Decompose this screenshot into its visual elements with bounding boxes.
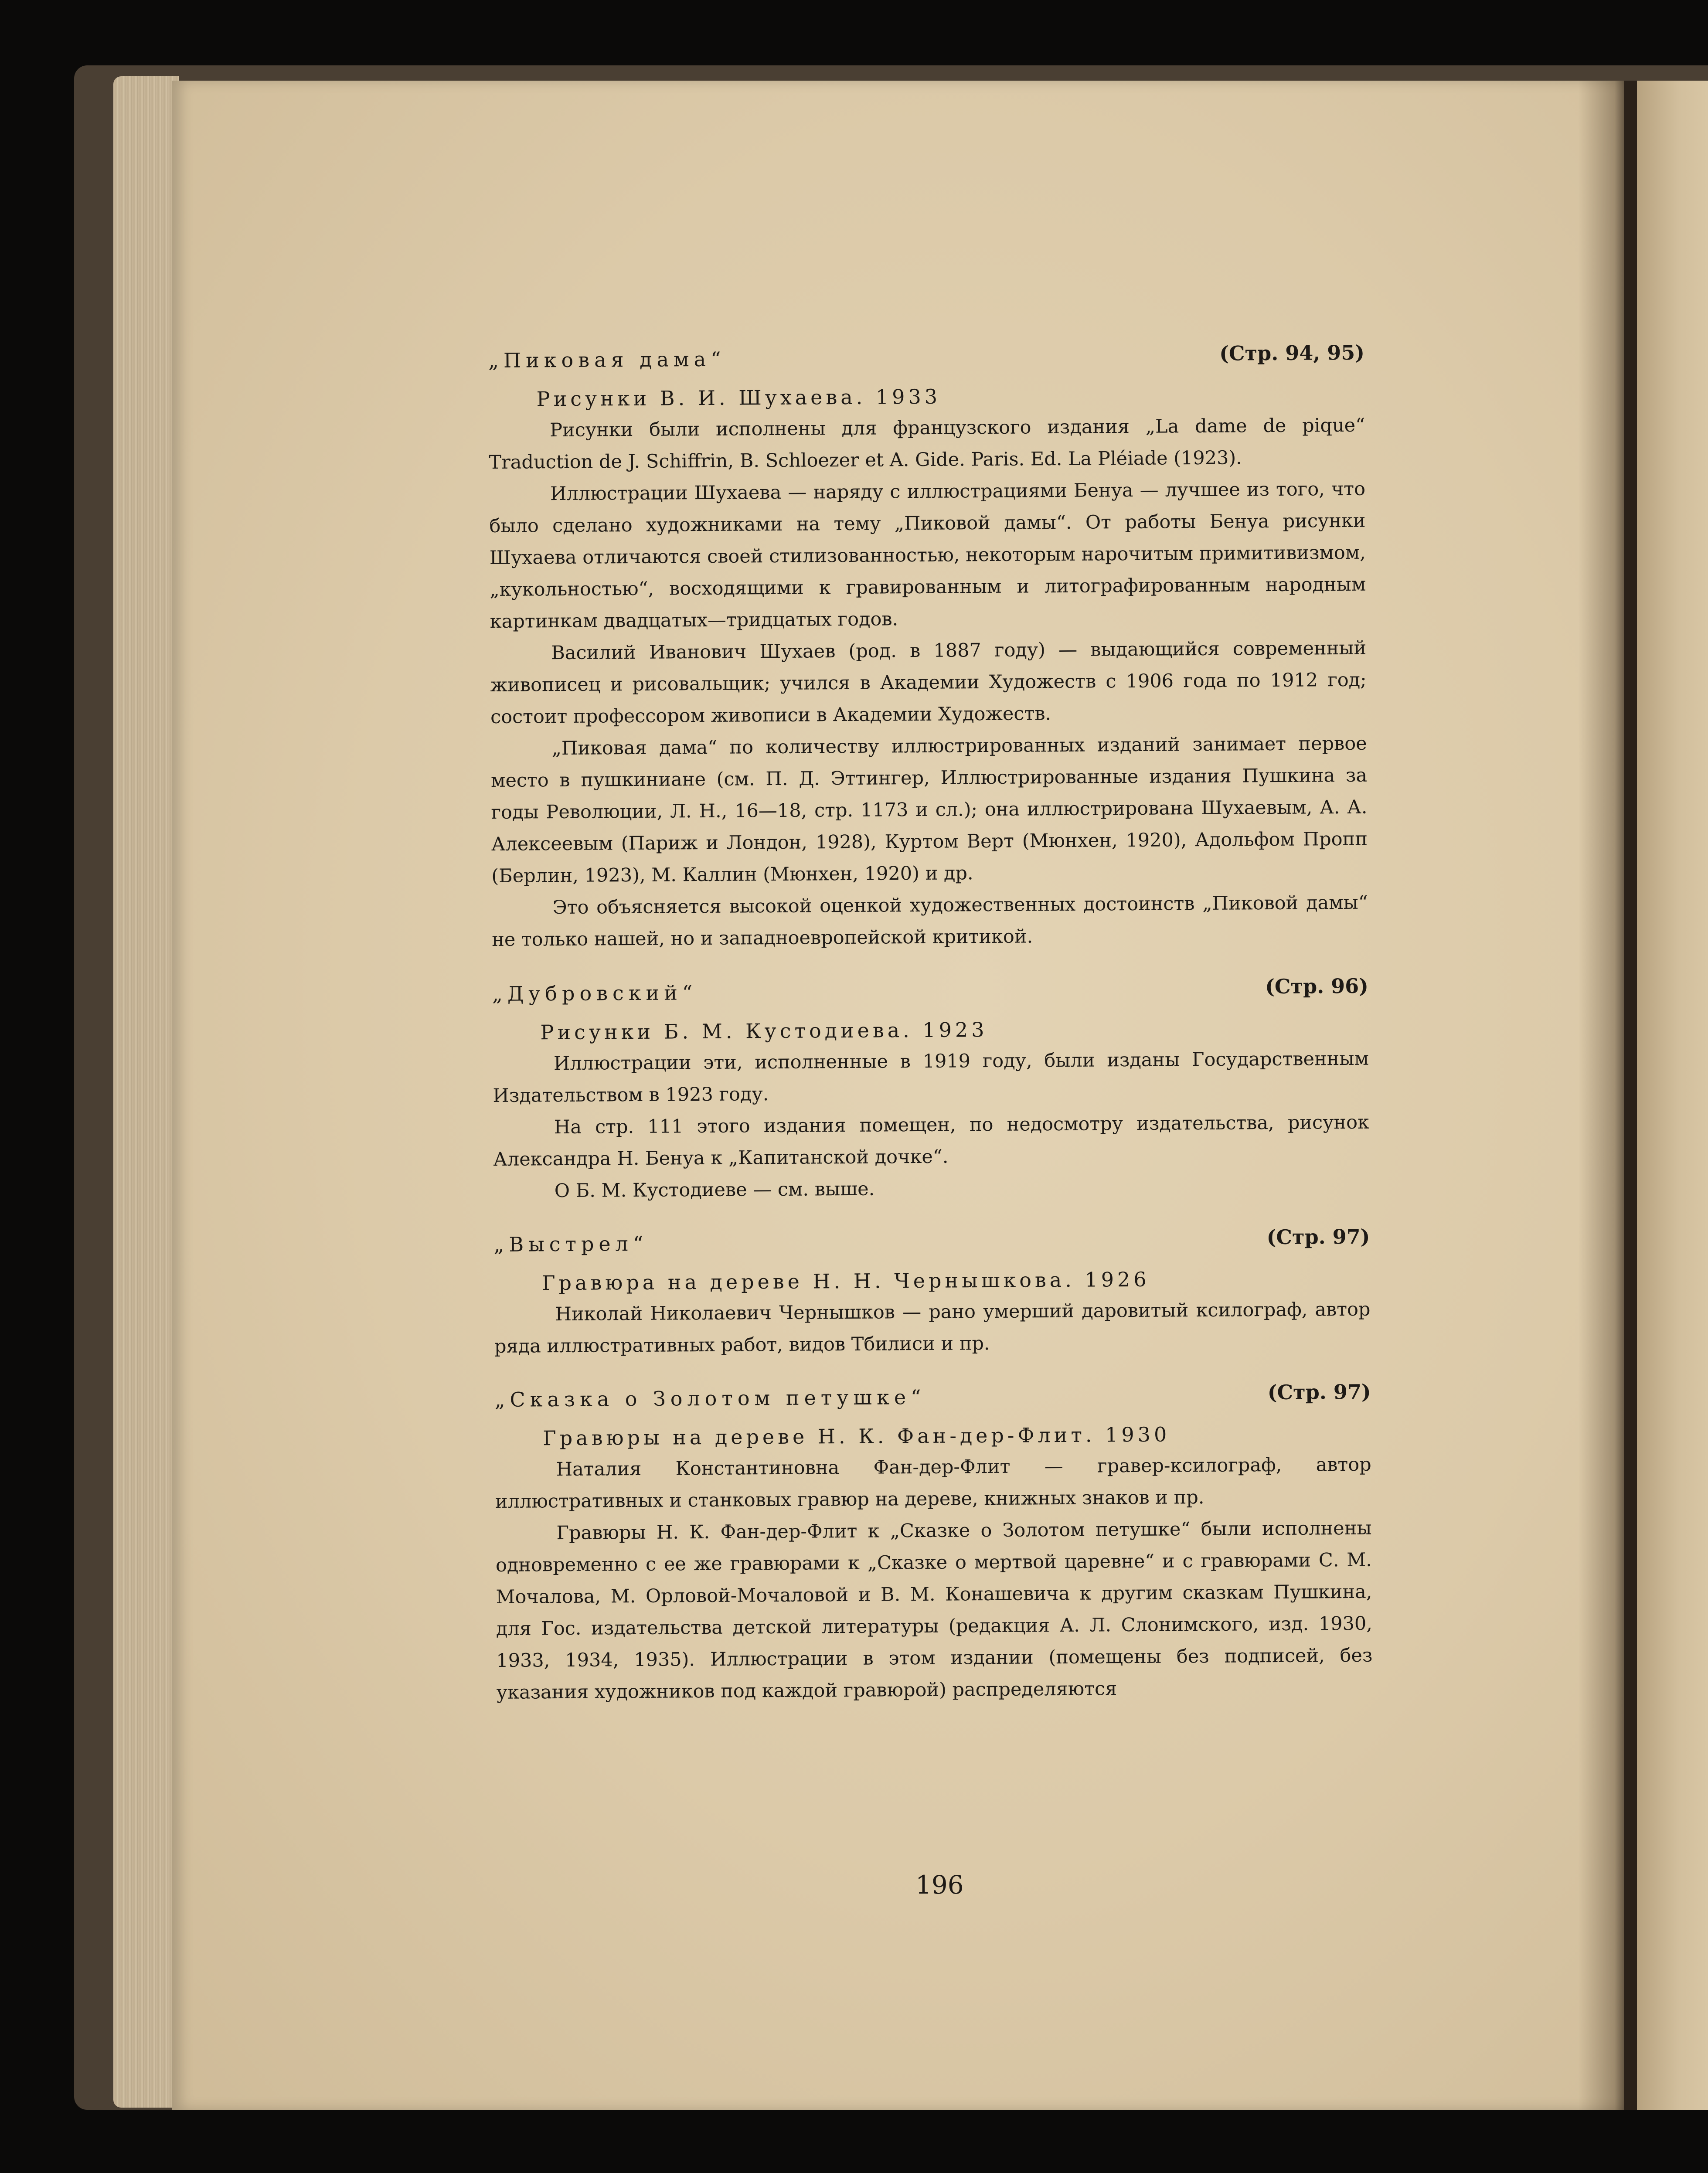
page-reference: (Стр. 96) (1265, 974, 1369, 999)
paragraph: Наталия Константиновна Фан-дер-Флит — гравер-ксилограф, автор иллюстративных и станковых гравюр на дереве, книжных знаков и пр. (495, 1453, 1371, 1513)
section-pikovaya-dama (488, 340, 1368, 956)
section-heading (492, 974, 1369, 1017)
page-gutter-shadow (1578, 81, 1630, 2110)
section-zolotoy-petushok (494, 1380, 1373, 1709)
paragraph: О Б. М. Кустодиеве — см. выше. (554, 1178, 875, 1202)
section-title: „Пиковая дама“ (488, 347, 726, 372)
section-dubrovsky (492, 974, 1370, 1207)
section-vystrel (493, 1224, 1371, 1363)
section-subtitle: Рисунки В. И. Шухаева. 1933 (536, 384, 941, 411)
paragraph: Николай Николаевич Чернышков — рано умерший даровитый ксилограф, автор ряда иллюстративных работ, видов Тбилиси и пр. (494, 1298, 1371, 1357)
section-title: „Сказка о Золотом петушке“ (494, 1385, 926, 1411)
page-text (488, 340, 1373, 1709)
paragraph: Иллюстрации Шухаева — наряду с иллюстрациями Бенуа — лучшее из того, что было сделано художниками на тему „Пиковой дамы“. От работы Бенуа рисунки Шухаева отличаются своей стилизованностью, некоторым нарочитым примитивизмом, „кукольностью“, восходящими к гравированным и литографированным народным картинкам двадцатых—тридцатых годов. (489, 478, 1366, 633)
facing-page (1637, 81, 1708, 2110)
paragraph: На стр. 111 этого издания помещен, по недосмотру издательства, рисунок Александра Н. Бенуа к „Капитанской дочке“. (493, 1111, 1370, 1170)
page-reference: (Стр. 94, 95) (1219, 340, 1365, 365)
section-subtitle: Рисунки Б. М. Кустодиева. 1923 (540, 1018, 988, 1044)
paragraph: Гравюры Н. К. Фан-дер-Флит к „Сказке о Золотом петушке“ были исполнены одновременно с ее же гравюрами к „Сказке о мертвой царевне“ и с гравюрами С. М. Мочалова, М. Орловой-Мочаловой и В. М. Конашевича к другим сказкам Пушкина, для Гос. издательства детской литературы (редакция А. Л. Слонимского, изд. 1930, 1933, 1934, 1935). Иллюстрации в этом издании (помещены без подписей, без указания художников под каждой гравюрой) распределяются (495, 1517, 1373, 1704)
page-number: 196 (915, 1870, 964, 1900)
section-subtitle: Гравюры на дереве Н. К. Фан-дер-Флит. 1930 (543, 1422, 1170, 1450)
paragraph: Василий Иванович Шухаев (род. в 1887 году) — выдающийся современный живописец и рисовальщик; учился в Академии Художеств с 1906 года по 1912 год; состоит профессором живописи в Академии Художеств. (490, 637, 1367, 728)
section-title: „Дубровский“ (492, 981, 697, 1006)
paragraph: „Пиковая дама“ по количеству иллюстрированных изданий занимает первое место в пушкиниане (см. П. Д. Эттингер, Иллюстрированные издания Пушкина за годы Революции, Л. Н., 16—18, стр. 1173 и сл.); она иллюстрирована Шухаевым, А. А. Алексеевым (Париж и Лондон, 1928), Куртом Верт (Мюнхен, 1920), Адольфом Пропп (Берлин, 1923), М. Каллин (Мюнхен, 1920) и др. (490, 732, 1368, 887)
book-spine (1624, 81, 1637, 2110)
page-reference: (Стр. 97) (1267, 1380, 1371, 1404)
paragraph: Это объясняется высокой оценкой художественных достоинств „Пиковой дамы“ не только нашей, но и западноевропейской критикой. (492, 891, 1368, 951)
section-subtitle: Гравюра на дереве Н. Н. Чернышкова. 1926 (541, 1267, 1150, 1295)
page-edges (113, 76, 179, 2108)
page-reference: (Стр. 97) (1266, 1224, 1370, 1249)
section-heading (488, 340, 1365, 384)
paragraph: Иллюстрации эти, исполненные в 1919 году, были изданы Государственным Издательством в 1923 году. (493, 1047, 1369, 1107)
section-heading (494, 1380, 1371, 1423)
paragraph: Рисунки были исполнены для французского издания „La dame de pique“ Traduction de J. Schiffrin, B. Schloezer et A. Gide. Paris. Ed. La Pléiade (1923). (489, 414, 1365, 473)
section-heading (493, 1224, 1370, 1268)
section-title: „Выстрел“ (493, 1231, 648, 1256)
